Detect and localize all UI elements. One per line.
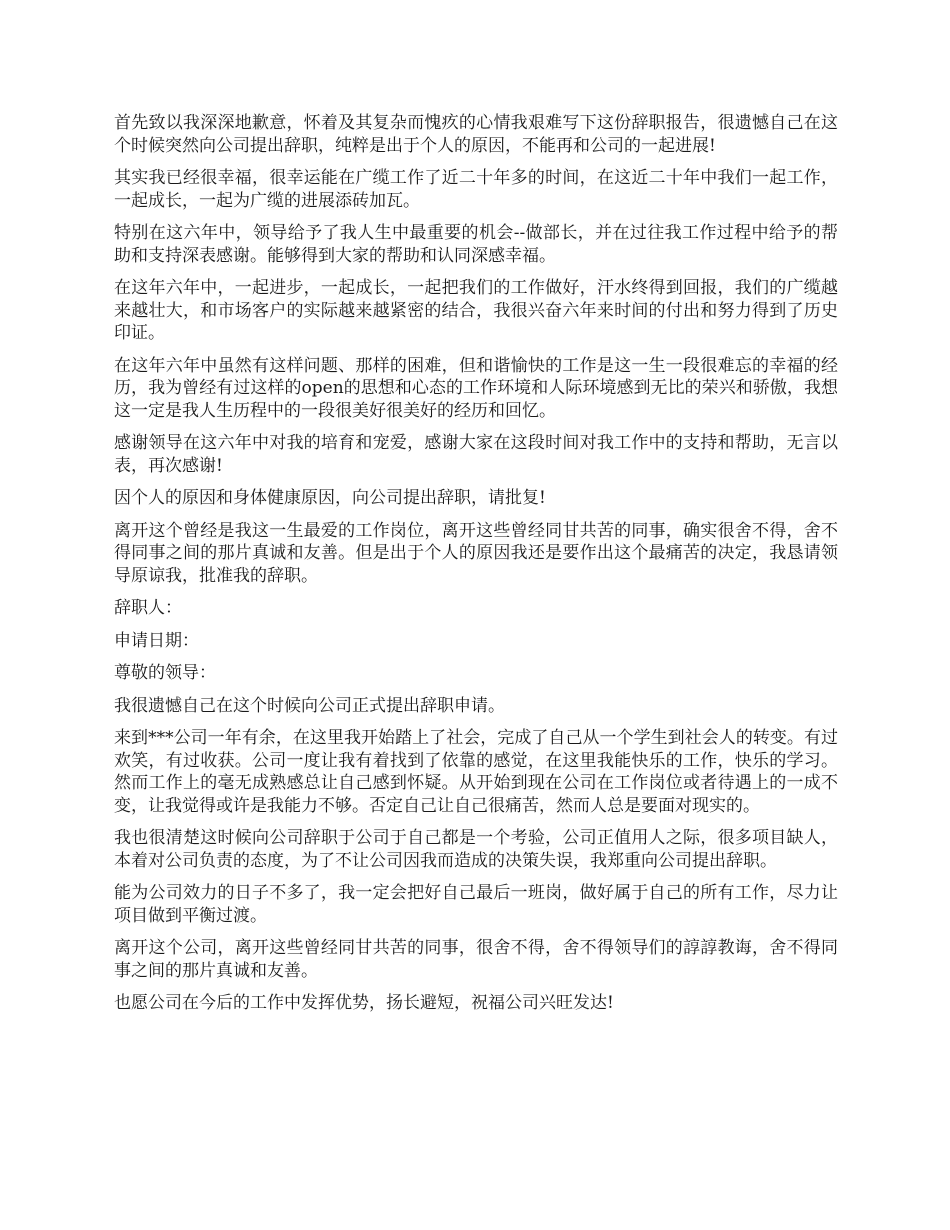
closing-paragraph: 也愿公司在今后的工作中发挥优势，扬长避短，祝福公司兴旺发达! [114,993,614,1013]
paragraph: 因个人的原因和身体健康原因，向公司提出辞职，请批复! [114,488,546,508]
paragraph: 在这年六年中，一起进步，一起成长，一起把我们的工作做好，汗水终得到回报，我们的广缆越来越壮大，和市场客户的实际越来越紧密的结合，我很兴奋六年来时间的付出和努力得到了历史印证。 [114,278,838,343]
paragraph: 在这年六年中虽然有这样问题、那样的困难，但和谐愉快的工作是这一生一段很难忘的幸福的经历，我为曾经有过这样的open的思想和心态的工作环境和人际环境感到无比的荣兴和骄傲，我想这一定是我人生历程中的一段很美好很美好的经历和回忆。 [114,355,838,421]
paragraph: 离开这个公司，离开这些曾经同甘共苦的同事，很舍不得，舍不得领导们的諄諄教诲，舍不得同事之间的那片真诚和友善。 [114,938,838,981]
paragraph: 能为公司效力的日子不多了，我一定会把好自己最后一班岗，做好属于自己的所有工作，尽力让项目做到平衡过渡。 [114,883,838,926]
application-date-line: 申请日期： [114,630,199,651]
paragraph: 我很遗憾自己在这个时候向公司正式提出辞职申请。 [114,695,505,716]
paragraph: 来到***公司一年有余，在这里我开始踏上了社会，完成了自己从一个学生到社会人的转变。有过欢笑，有过收获。公司一度让我有着找到了依靠的感觉，在这里我能快乐的工作，快乐的学习。然而工作上的毫无成熟感总让自己感到怀疑。从开始到现在公司在工作岗位或者待遇上的一成不变，让我觉得或许是我能力不够。否定自己让自己很痛苦，然而人总是要面对现实的。 [114,728,838,816]
paragraph: 我也很清楚这时候向公司辞职于公司于自己都是一个考验，公司正值用人之际，很多项目缺人，本着对公司负责的态度，为了不让公司因我而造成的决策失误，我郑重向公司提出辞职。 [114,828,838,871]
document-body [114,112,838,1025]
paragraph: 离开这个曾经是我这一生最爱的工作岗位，离开这些曾经同甘共苦的同事，确实很舍不得，舍不得同事之间的那片真诚和友善。但是出于个人的原因我还是要作出这个最痛苦的决定，我恳请领导原谅我，批准我的辞职。 [114,520,838,586]
paragraph: 感谢领导在这六年中对我的培育和宠爱，感谢大家在这段时间对我工作中的支持和帮助，无言以表，再次感谢! [114,433,838,476]
paragraph: 首先致以我深深地歉意，怀着及其复杂而愧疚的心情我艰难写下这份辞职报告，很遗憾自己在这个时候突然向公司提出辞职，纯粹是出于个人的原因，不能再和公司的一起进展! [114,113,838,156]
resigner-line: 辞职人： [114,598,182,618]
salutation: 尊敬的领导： [114,663,216,683]
paragraph: 特别在这六年中，领导给予了我人生中最重要的机会--做部长，并在过往我工作过程中给予的帮助和支持深表感谢。能够得到大家的帮助和认同深感幸福。 [114,223,838,266]
paragraph: 其实我已经很幸福，很幸运能在广缆工作了近二十年多的时间，在这近二十年中我们一起工作，一起成长，一起为广缆的进展添砖加瓦。 [114,168,838,211]
